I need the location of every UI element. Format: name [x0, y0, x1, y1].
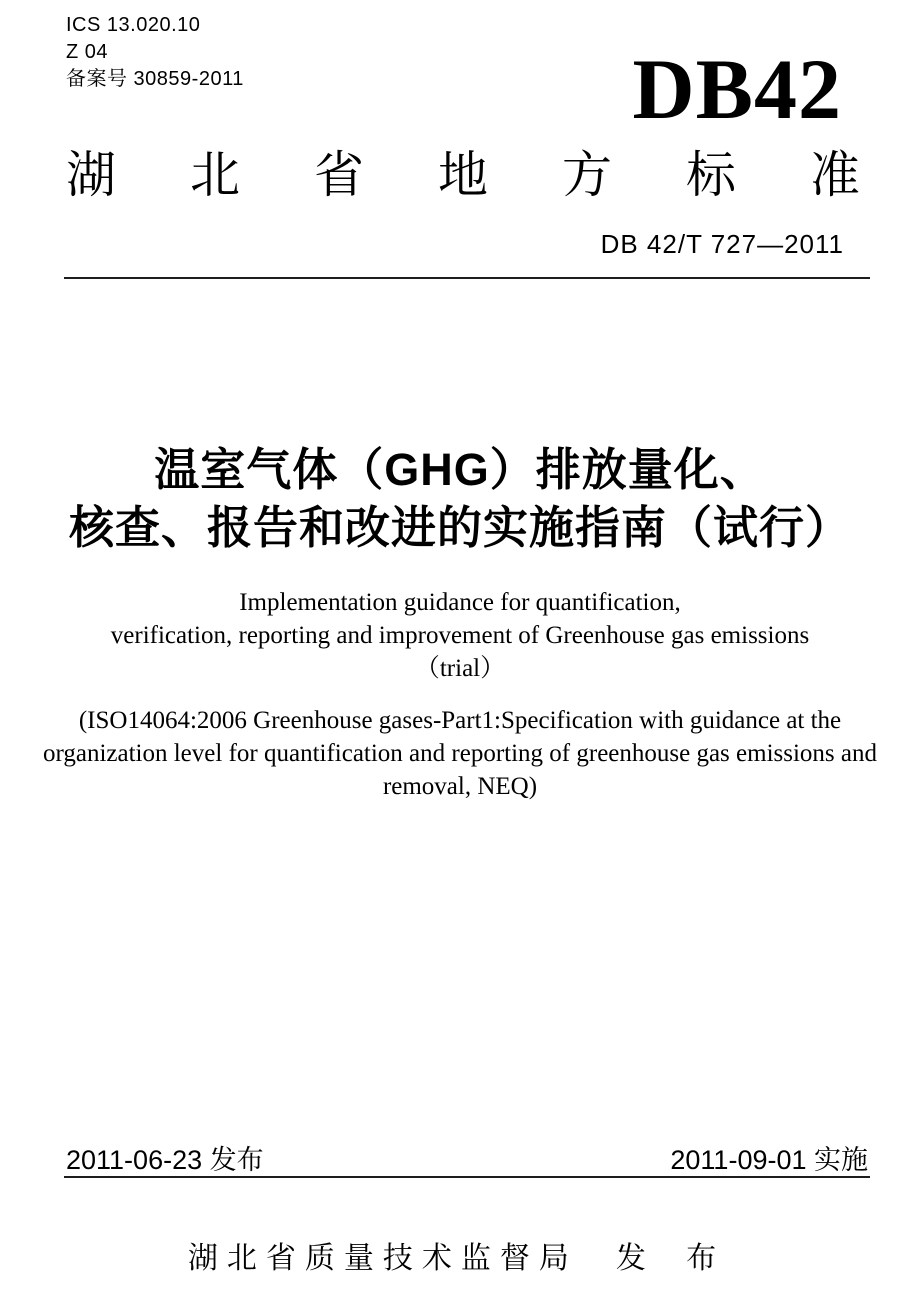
- publisher-name: 湖北省质量技术监督局: [187, 1242, 578, 1275]
- db42-logo: DB42: [632, 41, 842, 137]
- standard-number: DB 42/T 727—2011: [600, 229, 844, 259]
- title-zh-line-1: 温室气体（GHG）排放量化、: [154, 444, 766, 495]
- document-title-en: [0, 586, 920, 685]
- footer-divider: [64, 1176, 870, 1178]
- standard-type-title: [66, 148, 860, 203]
- ics-block: [66, 12, 244, 93]
- iso-reference: [0, 704, 920, 803]
- iso-reference-line-2: organization level for quantification and reporting of greenhouse gas emissions and: [42, 740, 878, 767]
- standard-type-char: 湖: [66, 147, 116, 203]
- document-title-zh: [0, 441, 920, 557]
- record-number: 备案号 30859-2011: [66, 68, 244, 90]
- header-divider: [64, 277, 870, 279]
- standard-type-char: 北: [190, 147, 240, 203]
- standard-type-char: 地: [438, 147, 488, 203]
- standard-type-char: 准: [810, 147, 860, 203]
- classification-code: Z 04: [66, 41, 109, 63]
- iso-reference-line-3: removal, NEQ): [382, 773, 538, 800]
- publish-action-label: 发 布: [615, 1242, 733, 1275]
- ics-code: ICS 13.020.10: [66, 14, 201, 36]
- standard-type-char: 省: [314, 147, 364, 203]
- title-zh-line-2: 核查、报告和改进的实施指南（试行）: [68, 502, 851, 553]
- title-en-line-3: （trial）: [414, 655, 506, 682]
- publisher-row: [0, 1241, 920, 1277]
- implementation-date: 2011-09-01 实施: [670, 1145, 868, 1175]
- standard-type-char: 标: [686, 147, 736, 203]
- title-en-line-1: Implementation guidance for quantification,: [239, 589, 681, 616]
- standard-type-char: 方: [562, 147, 612, 203]
- dates-row: [66, 1144, 868, 1176]
- iso-reference-line-1: (ISO14064:2006 Greenhouse gases-Part1:Specification with guidance at the: [78, 707, 842, 734]
- issue-date: 2011-06-23 发布: [66, 1145, 264, 1175]
- title-en-line-2: verification, reporting and improvement of Greenhouse gas emissions: [110, 622, 810, 649]
